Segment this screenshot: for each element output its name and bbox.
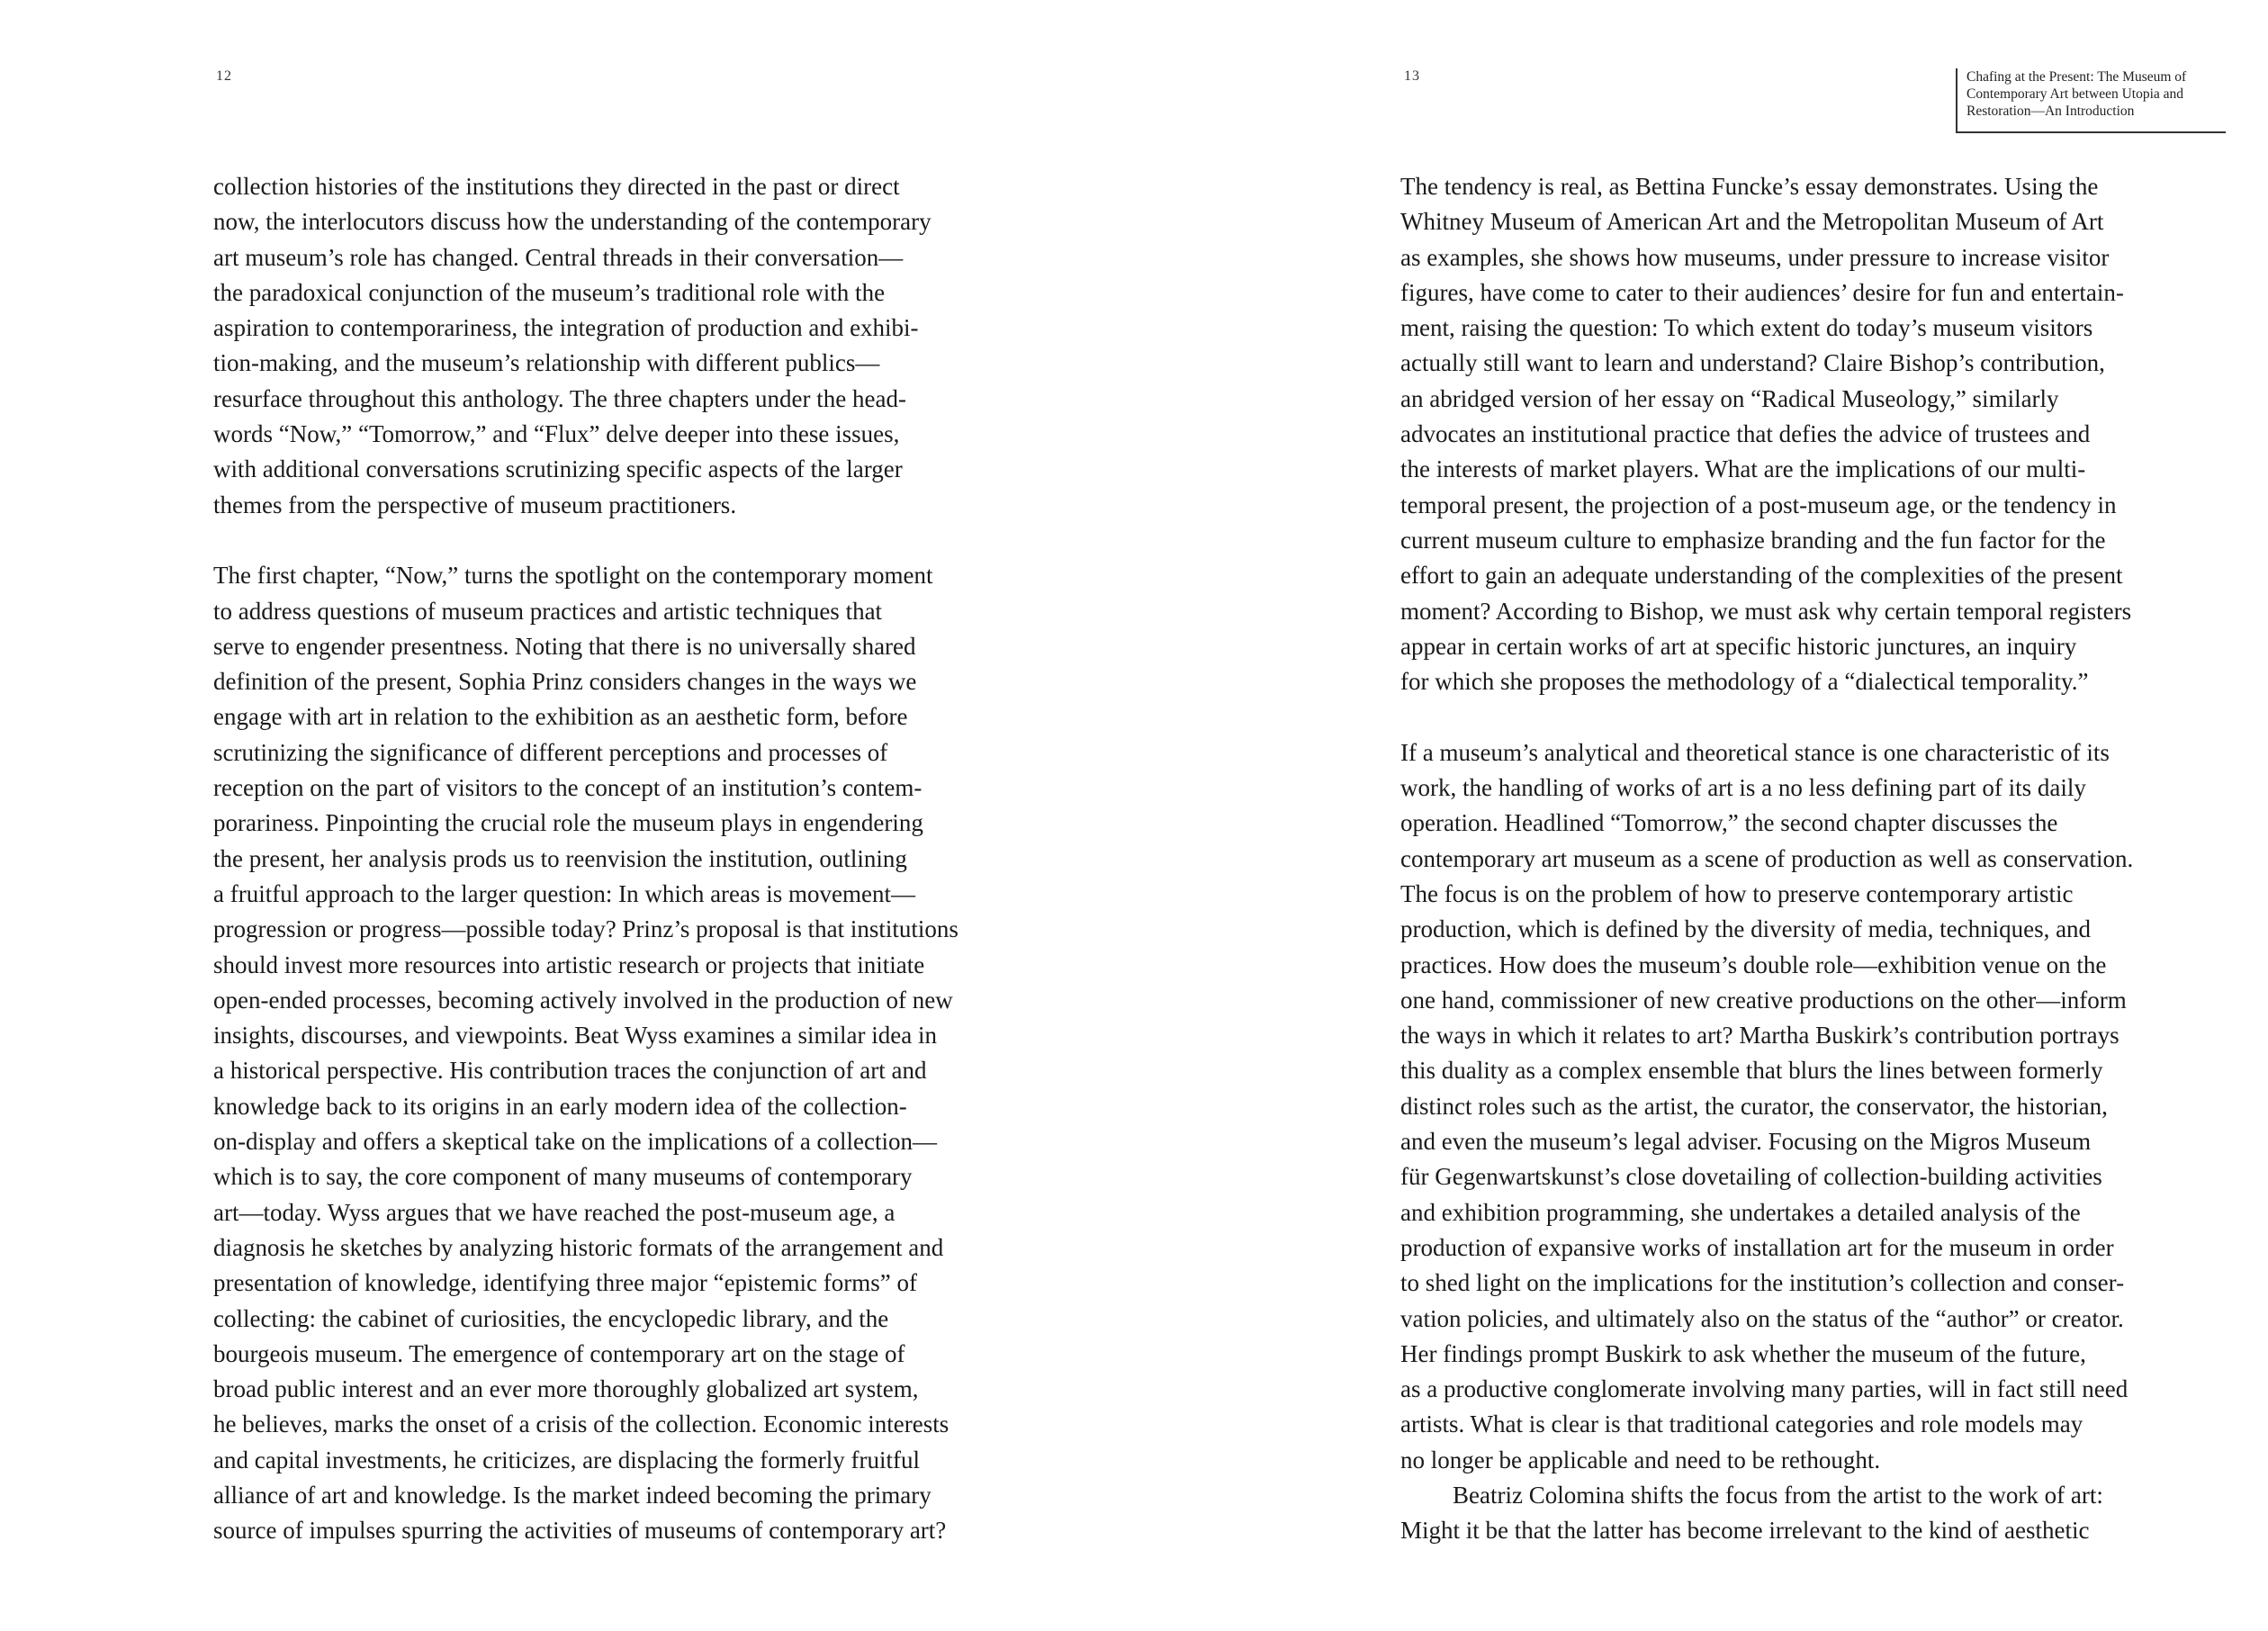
text-line: the ways in which it relates to art? Martha Buskirk’s contribution portrays (1400, 1022, 2120, 1050)
text-line: for which she proposes the methodology of a “dialectical temporality.” (1400, 668, 2089, 696)
text-line: source of impulses spurring the activities of museums of contemporary art? (213, 1517, 947, 1545)
text-line: für Gegenwartskunst’s close dovetailing of collection-building activities (1400, 1163, 2102, 1191)
text-line: no longer be applicable and need to be rethought. (1400, 1446, 1881, 1473)
text-line: The first chapter, “Now,” turns the spotlight on the contemporary moment (213, 562, 933, 590)
text-line: Might it be that the latter has become irrelevant to the kind of aesthetic (1400, 1517, 2090, 1545)
text-line: with additional conversations scrutinizing specific aspects of the larger (213, 455, 903, 483)
text-line: work, the handling of works of art is a no less defining part of its daily (1400, 774, 2086, 802)
text-line: tion-making, and the museum’s relationship with different publics— (213, 349, 880, 377)
text-line: themes from the perspective of museum practitioners. (213, 491, 737, 518)
text-line: broad public interest and an ever more thoroughly globalized art system, (213, 1375, 919, 1403)
right-page (1134, 0, 2268, 1631)
text-line: aspiration to contemporariness, the integration of production and exhibi- (213, 314, 919, 342)
text-line: an abridged version of her essay on “Radical Museology,” similarly (1400, 384, 2059, 412)
text-line: Her findings prompt Buskirk to ask whether the museum of the future, (1400, 1339, 2086, 1367)
text-line: current museum culture to emphasize branding and the fun factor for the (1400, 526, 2106, 554)
text-line: definition of the present, Sophia Prinz considers changes in the ways we (213, 668, 917, 696)
text-line: one hand, commissioner of new creative productions on the other—inform (1400, 986, 2127, 1014)
running-head (1956, 68, 2226, 133)
text-line: open-ended processes, becoming actively involved in the production of new (213, 986, 953, 1014)
text-line: collecting: the cabinet of curiosities, the encyclopedic library, and the (213, 1304, 889, 1332)
text-line: art museum’s role has changed. Central threads in their conversation— (213, 243, 904, 271)
page-number: 12 (216, 68, 232, 84)
text-line: should invest more resources into artistic research or projects that initiate (213, 951, 925, 978)
text-line: advocates an institutional practice that defies the advice of trustees and (1400, 420, 2091, 448)
text-line: practices. How does the museum’s double role—exhibition venue on the (1400, 951, 2107, 978)
text-line: bourgeois museum. The emergence of contemporary art on the stage of (213, 1339, 905, 1367)
text-line: porariness. Pinpointing the crucial role the museum plays in engendering (213, 809, 923, 837)
text-line: If a museum’s analytical and theoretical stance is one characteristic of its (1400, 738, 2110, 766)
text-line: figures, have come to cater to their audiences’ desire for fun and entertain- (1400, 278, 2124, 306)
text-line: production of expansive works of installation art for the museum in order (1400, 1233, 2114, 1261)
text-line: moment? According to Bishop, we must ask why certain temporal registers (1400, 597, 2132, 625)
text-line: to address questions of museum practices and artistic techniques that (213, 597, 883, 625)
paragraph (1400, 735, 2237, 1478)
running-head-line: Restoration—An Introduction (1966, 104, 2135, 119)
text-line: words “Now,” “Tomorrow,” and “Flux” delve deeper into these issues, (213, 420, 900, 448)
text-line: and capital investments, he criticizes, are displacing the formerly fruitful (213, 1446, 920, 1473)
text-line: a fruitful approach to the larger question: In which areas is movement— (213, 879, 916, 907)
text-line: contemporary art museum as a scene of production as well as conservation. (1400, 844, 2134, 872)
text-line: the paradoxical conjunction of the museum’s traditional role with the (213, 278, 886, 306)
paragraph-spacer (213, 523, 1046, 558)
text-line: The tendency is real, as Bettina Funcke’s essay demonstrates. Using the (1400, 173, 2099, 200)
text-line: operation. Headlined “Tomorrow,” the second chapter discusses the (1400, 809, 2058, 837)
text-line: artists. What is clear is that traditional categories and role models may (1400, 1410, 2084, 1438)
paragraph (1400, 169, 2237, 699)
text-line: insights, discourses, and viewpoints. Beat Wyss examines a similar idea in (213, 1022, 938, 1050)
text-line: ment, raising the question: To which extent do today’s museum visitors (1400, 314, 2093, 342)
text-line: distinct roles such as the artist, the curator, the conservator, the historian, (1400, 1092, 2108, 1120)
text-line: and exhibition programming, she undertakes a detailed analysis of the (1400, 1198, 2081, 1226)
body-text-column (1400, 169, 2237, 1549)
text-line: The focus is on the problem of how to preserve contemporary artistic (1400, 879, 2074, 907)
text-line: collection histories of the institutions they directed in the past or direct (213, 173, 900, 200)
text-line: alliance of art and knowledge. Is the market indeed becoming the primary (213, 1481, 932, 1509)
text-line: Whitney Museum of American Art and the Metropolitan Museum of Art (1400, 208, 2104, 236)
running-head-line: Contemporary Art between Utopia and (1966, 86, 2184, 102)
text-line: effort to gain an adequate understanding of the complexities of the present (1400, 562, 2123, 590)
text-line: the interests of market players. What are the implications of our multi- (1400, 455, 2086, 483)
text-line: as a productive conglomerate involving many parties, will in fact still need (1400, 1375, 2128, 1403)
paragraph (213, 558, 1046, 1548)
text-line: knowledge back to its origins in an early modern idea of the collection- (213, 1092, 907, 1120)
text-line: this duality as a complex ensemble that blurs the lines between formerly (1400, 1057, 2103, 1085)
text-line: reception on the part of visitors to the concept of an institution’s contem- (213, 774, 922, 802)
paragraph (1400, 1478, 2237, 1549)
text-line: Beatriz Colomina shifts the focus from the artist to the work of art: (1453, 1481, 2103, 1509)
text-line: the present, her analysis prods us to reenvision the institution, outlining (213, 844, 907, 872)
paragraph-spacer (1400, 699, 2237, 734)
text-line: to shed light on the implications for the institution’s collection and conser- (1400, 1269, 2125, 1297)
text-line: a historical perspective. His contribution traces the conjunction of art and (213, 1057, 927, 1085)
running-head-line: Chafing at the Present: The Museum of (1966, 69, 2187, 85)
text-line: presentation of knowledge, identifying three major “epistemic forms” of (213, 1269, 917, 1297)
text-line: as examples, she shows how museums, under pressure to increase visitor (1400, 243, 2110, 271)
text-line: actually still want to learn and understand? Claire Bishop’s contribution, (1400, 349, 2105, 377)
text-line: on-display and offers a skeptical take on the implications of a collection— (213, 1128, 938, 1156)
text-line: temporal present, the projection of a post-museum age, or the tendency in (1400, 491, 2117, 518)
text-line: scrutinizing the significance of different perceptions and processes of (213, 738, 888, 766)
page-number: 13 (1404, 68, 1420, 84)
text-line: resurface throughout this anthology. The three chapters under the head- (213, 384, 906, 412)
text-line: progression or progress—possible today? Prinz’s proposal is that institutions (213, 915, 958, 943)
text-line: art—today. Wyss argues that we have reached the post-museum age, a (213, 1198, 896, 1226)
text-line: serve to engender presentness. Noting that there is no universally shared (213, 632, 916, 660)
paragraph (213, 169, 1046, 523)
text-line: he believes, marks the onset of a crisis of the collection. Economic interests (213, 1410, 950, 1438)
text-line: now, the interlocutors discuss how the understanding of the contemporary (213, 208, 932, 236)
text-line: production, which is defined by the diversity of media, techniques, and (1400, 915, 2092, 943)
text-line: engage with art in relation to the exhibition as an aesthetic form, before (213, 703, 908, 731)
text-line: vation policies, and ultimately also on the status of the “author” or creator. (1400, 1304, 2124, 1332)
text-line: and even the museum’s legal adviser. Focusing on the Migros Museum (1400, 1128, 2092, 1156)
text-line: diagnosis he sketches by analyzing historic formats of the arrangement and (213, 1233, 944, 1261)
text-line: which is to say, the core component of many museums of contemporary (213, 1163, 913, 1191)
body-text-column (213, 169, 1046, 1549)
text-line: appear in certain works of art at specific historic junctures, an inquiry (1400, 632, 2077, 660)
